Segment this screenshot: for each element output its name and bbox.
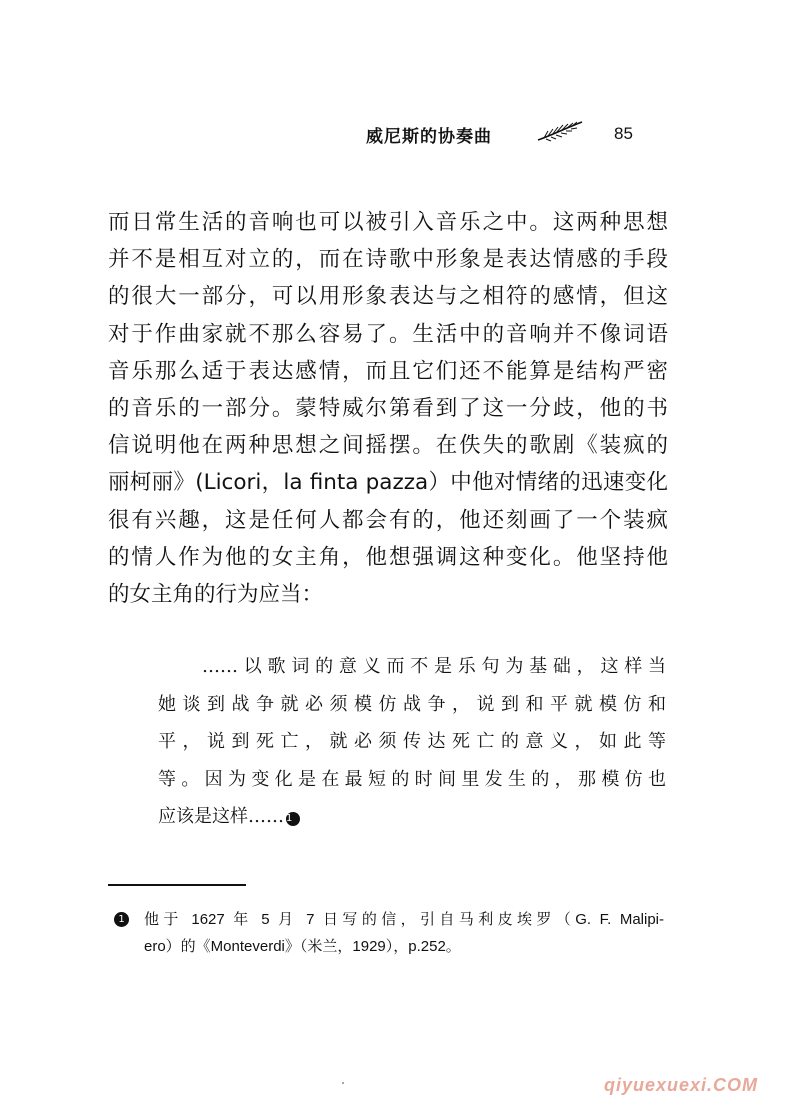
quote-line-last	[158, 798, 666, 836]
body-line: 而日常生活的音响也可以被引入音乐之中。这两种思想	[108, 210, 668, 235]
block-quote	[158, 648, 666, 836]
footnote-line: 他于 1627 年 5 月 7 日写的信，引自马利皮埃罗（G. F. Malipi-	[144, 911, 664, 928]
body-line: 并不是相互对立的，而在诗歌中形象是表达情感的手段	[108, 247, 668, 273]
quote-line: ……以歌词的意义而不是乐句为基础，这样当	[202, 656, 666, 677]
footnote-line: ero）的《Monteverdi》（米兰，1929），p.252。	[144, 938, 461, 955]
footnote-divider	[108, 884, 246, 886]
page-header	[366, 118, 646, 148]
quote-line: 她谈到战争就必须模仿战争，说到和平就模仿和	[158, 693, 666, 715]
body-line: 的女主角的行为应当：	[108, 582, 324, 608]
body-paragraph	[108, 204, 668, 613]
body-line: 的音乐的一部分。蒙特威尔第看到了这一分歧，他的书	[108, 396, 668, 422]
body-line: 音乐那么适于表达感情，而且它们还不能算是结构严密	[108, 358, 668, 384]
quote-line-text: 应该是这样……	[158, 806, 284, 827]
footnote-reference-marker[interactable]: 1	[286, 812, 300, 826]
watermark: qiyuexuexi.COM	[604, 1075, 759, 1095]
quote-line: 平，说到死亡，就必须传达死亡的意义，如此等	[158, 731, 666, 752]
body-line: 丽柯丽》(Licori，la finta pazza）中他对情绪的迅速变化	[108, 470, 668, 496]
running-title: 威尼斯的协奏曲	[366, 127, 492, 147]
page-dot	[342, 1082, 344, 1084]
body-line: 的很大一部分，可以用形象表达与之相符的感情，但这	[108, 284, 668, 310]
quote-line: 等。因为变化是在最短的时间里发生的，那模仿也	[158, 768, 666, 790]
body-line: 的情人作为他的女主角，他想强调这种变化。他坚持他	[108, 544, 668, 570]
footnote-marker: 1	[114, 912, 129, 927]
feather-ornament-icon	[536, 120, 584, 142]
page-number: 85	[614, 124, 633, 143]
body-line: 信说明他在两种思想之间摇摆。在佚失的歌剧《装疯的	[108, 433, 668, 459]
body-line: 对于作曲家就不那么容易了。生活中的音响并不像词语	[108, 321, 668, 347]
footnote	[118, 906, 664, 960]
body-line: 很有兴趣，这是任何人都会有的，他还刻画了一个装疯	[108, 507, 668, 533]
